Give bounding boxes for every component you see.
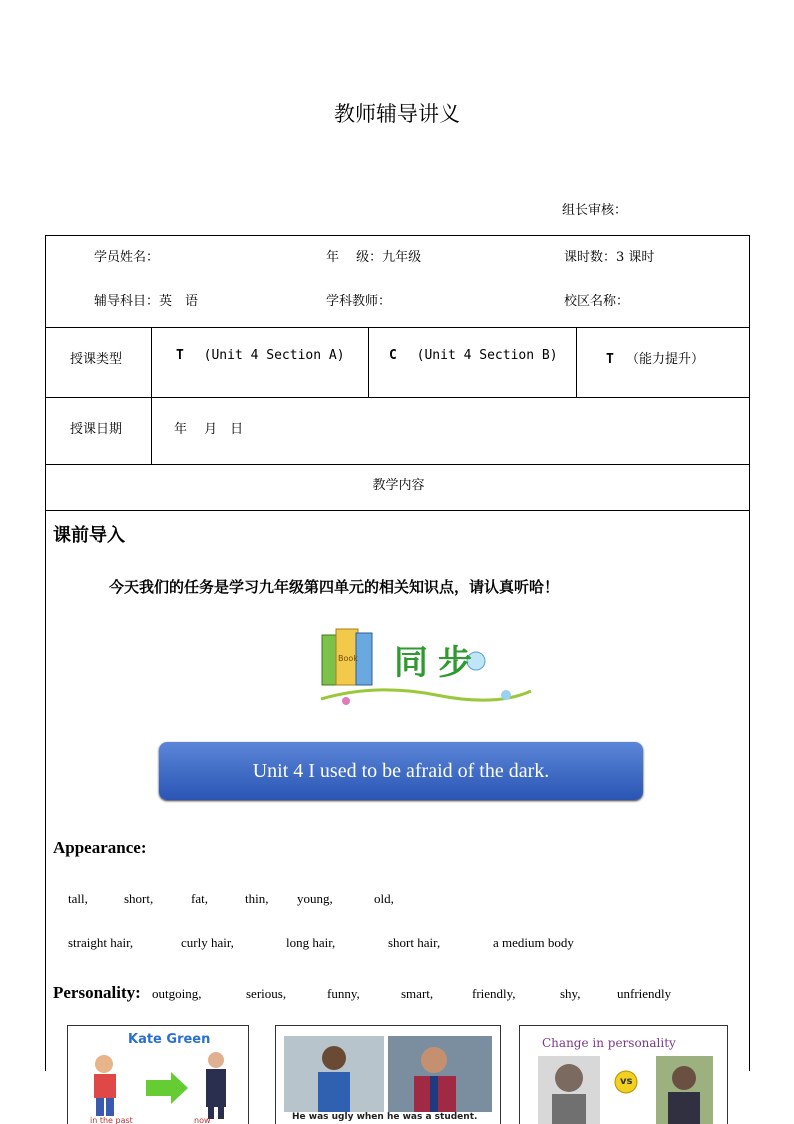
sync-logo-text: 同步 bbox=[394, 643, 482, 683]
photo-caption: He was ugly when he was a student. bbox=[292, 1112, 478, 1122]
appearance-word: curly hair, bbox=[181, 935, 234, 950]
student-name-label: 学员姓名： bbox=[94, 250, 160, 265]
lesson-type-c-text: (Unit 4 Section B) bbox=[416, 348, 558, 363]
appearance-word: fat, bbox=[191, 891, 208, 906]
document-title: 教师辅导讲义 bbox=[334, 102, 460, 126]
appearance-word: short hair, bbox=[388, 935, 441, 950]
content-header: 教学内容 bbox=[372, 478, 425, 493]
col-divider bbox=[576, 327, 577, 397]
reviewer-label: 组长审核： bbox=[562, 203, 628, 218]
personality-word: funny, bbox=[327, 986, 360, 1001]
photo-past-label: in the past bbox=[90, 1116, 133, 1124]
photo-title: Change in personality bbox=[542, 1036, 676, 1050]
grade-label: 年 级：九年级 bbox=[326, 250, 422, 265]
appearance-word: young, bbox=[297, 891, 333, 906]
row-divider bbox=[46, 464, 749, 465]
lesson-type-t1-letter: T bbox=[176, 348, 184, 363]
col-divider bbox=[151, 327, 152, 464]
intro-text: 今天我们的任务是学习九年级第四单元的相关知识点，请认真听哈！ bbox=[109, 578, 560, 596]
appearance-word: old, bbox=[374, 891, 394, 906]
book-label: Book bbox=[338, 654, 358, 663]
lesson-type-label: 授课类型 bbox=[70, 352, 123, 367]
lesson-type-t1-text: (Unit 4 Section A) bbox=[203, 348, 345, 363]
appearance-word: tall, bbox=[68, 891, 88, 906]
personality-word: shy, bbox=[560, 986, 581, 1001]
photo-players-icon bbox=[284, 1036, 492, 1112]
photo-now-label: now bbox=[194, 1116, 211, 1124]
teacher-label: 学科教师： bbox=[326, 294, 392, 309]
lesson-sheet bbox=[45, 235, 750, 1071]
photo-kate-green bbox=[67, 1025, 249, 1124]
personality-word: serious, bbox=[246, 986, 287, 1001]
sync-logo bbox=[316, 621, 536, 721]
subject-label: 辅导科目：英 语 bbox=[94, 294, 199, 309]
personality-word: smart, bbox=[401, 986, 434, 1001]
col-divider bbox=[368, 327, 369, 397]
appearance-word: straight hair, bbox=[68, 935, 134, 950]
personality-word: outgoing, bbox=[152, 986, 202, 1001]
unit-banner: Unit 4 I used to be afraid of the dark. bbox=[159, 742, 643, 800]
photo-personality-change bbox=[519, 1025, 728, 1124]
personality-word: friendly, bbox=[472, 986, 516, 1001]
lesson-type-t2-letter: T bbox=[606, 352, 614, 367]
lesson-type-t2-text: （能力提升） bbox=[625, 352, 704, 367]
vs-badge: vs bbox=[620, 1076, 633, 1087]
lesson-type-c-letter: C bbox=[389, 348, 397, 363]
personality-word: unfriendly bbox=[617, 986, 672, 1001]
appearance-word: short, bbox=[124, 891, 154, 906]
photo-boys-icon bbox=[538, 1056, 713, 1124]
appearance-label: Appearance: bbox=[53, 838, 147, 857]
hours-label: 课时数：3 课时 bbox=[564, 250, 655, 265]
photo-title: Kate Green bbox=[128, 1032, 211, 1047]
appearance-word: long hair, bbox=[286, 935, 336, 950]
people-illustration-icon bbox=[76, 1050, 241, 1120]
photo-student-compare bbox=[275, 1025, 501, 1124]
personality-label: Personality: bbox=[53, 983, 141, 1002]
date-value: 年 月 日 bbox=[174, 422, 244, 437]
section-title: 课前导入 bbox=[53, 525, 125, 546]
appearance-word: a medium body bbox=[493, 935, 574, 950]
date-label: 授课日期 bbox=[70, 422, 123, 437]
appearance-word: thin, bbox=[245, 891, 269, 906]
campus-label: 校区名称： bbox=[564, 294, 630, 309]
row-divider bbox=[46, 510, 749, 511]
